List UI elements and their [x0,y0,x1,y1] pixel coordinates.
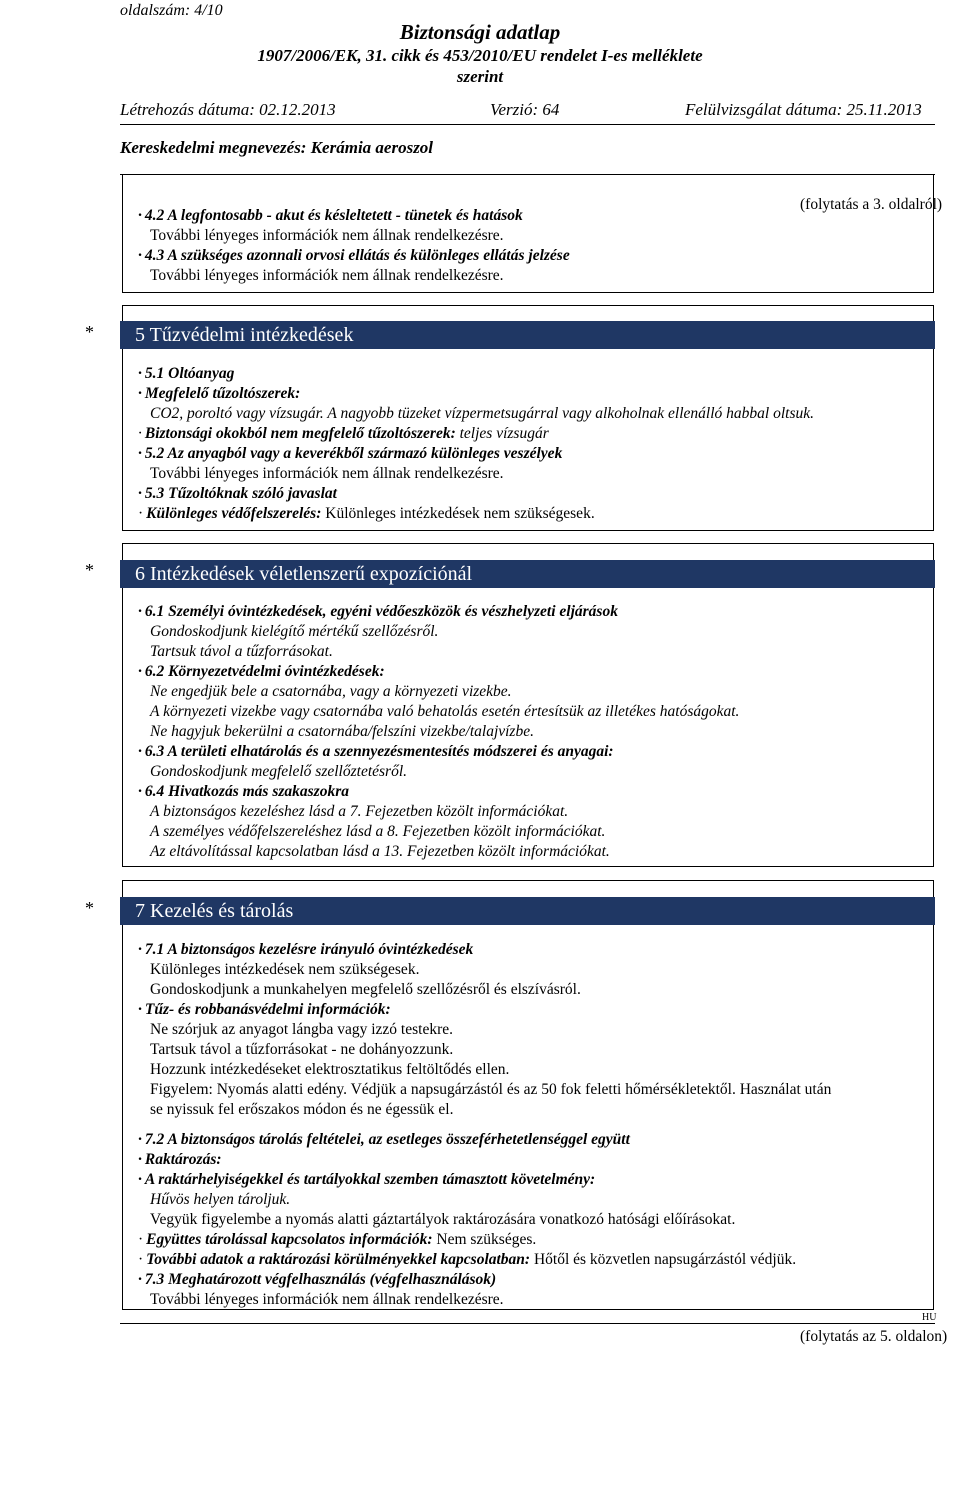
joint-storage-line: · Együttes tárolással kapcsolatos információk: Nem szükséges. [138,1231,537,1248]
text-7-3: További lényeges információk nem állnak rendelkezésre. [150,1291,504,1308]
text-4-2: További lényeges információk nem állnak rendelkezésre. [150,227,504,244]
unsuitable-line: · Biztonsági okokból nem megfelelő tűzoltószerek: teljes vízsugár [138,425,549,442]
text-6-4a: A biztonságos kezeléshez lásd a 7. Fejezetben közölt információkat. [150,803,569,820]
heading-storage: · Raktározás: [138,1151,222,1168]
heading-6-3: · 6.3 A területi elhatárolás és a szennyezésmentesítés módszerei és anyagai: [138,743,614,760]
continued-from: (folytatás a 3. oldalról) [800,196,943,213]
text-6-2b: A környezeti vizekbe vagy csatornába való behatolás esetén értesítsük az illetékes hatóságokat. [150,703,740,720]
text-6-1b: Tartsuk távol a tűzforrásokat. [150,643,333,660]
header-divider [120,124,935,125]
section6-change-marker: * [85,560,94,580]
section7-title: 7 Kezelés és tárolás [135,900,294,922]
further-storage-line: · További adatok a raktározási körülményekkel kapcsolatban: Hőtől és közvetlen napsugárzástól védjük. [138,1251,797,1268]
heading-4-2: · 4.2 A legfontosabb - akut és késleltetett - tünetek és hatások [138,207,523,224]
text-6-1a: Gondoskodjunk kielégítő mértékű szellőzésről. [150,623,439,640]
equipment-line: · Különleges védőfelszerelés: Különleges intézkedések nem szükségesek. [138,505,595,522]
section6-titlebar [120,560,935,588]
heading-6-2: · 6.2 Környezetvédelmi óvintézkedések: [138,663,385,680]
document-title: Biztonsági adatlap [399,20,561,44]
text-fire-b: Tartsuk távol a tűzforrásokat - ne dohányozzunk. [150,1041,454,1058]
section5-change-marker: * [85,322,94,342]
text-7-1b: Gondoskodjunk a munkahelyen megfelelő szellőzésről és elszívásról. [150,981,581,998]
text-req-a: Hűvös helyen tároljuk. [150,1191,291,1208]
page-number: oldalszám: 4/10 [120,2,223,19]
heading-5-3: · 5.3 Tűzoltóknak szóló javaslat [138,485,337,502]
heading-6-1: · 6.1 Személyi óvintézkedések, egyéni védőeszközök és vészhelyzeti eljárások [138,603,618,620]
section7-titlebar [120,897,935,925]
footer-divider [120,1323,935,1324]
heading-5-1: · 5.1 Oltóanyag [138,365,235,382]
text-6-2c: Ne hagyjuk bekerülni a csatornába/felszíni vizekbe/talajvízbe. [150,723,534,740]
version: Verzió: 64 [490,100,560,119]
trade-name: Kereskedelmi megnevezés: Kerámia aeroszol [120,138,434,157]
text-6-2a: Ne engedjük bele a csatornába, vagy a környezeti vizekbe. [150,683,512,700]
text-5-2: További lényeges információk nem állnak rendelkezésre. [150,465,504,482]
heading-7-3: · 7.3 Meghatározott végfelhasználás (végfelhasználások) [138,1271,497,1288]
text-7-1a: Különleges intézkedések nem szükségesek. [150,961,420,978]
section5-title: 5 Tűzvédelmi intézkedések [135,324,354,346]
text-suitable: CO2, poroltó vagy vízsugár. A nagyobb tüzeket vízpermetsugárral vagy alkoholnak ellenálló habbal oltsuk. [150,405,814,422]
created-date: Létrehozás dátuma: 02.12.2013 [120,100,336,119]
revised-date: Felülvizsgálat dátuma: 25.11.2013 [685,100,922,119]
section6-title: 6 Intézkedések véletlenszerű expozíciónál [135,563,473,585]
heading-suitable: · Megfelelő tűzoltószerek: [138,385,301,402]
heading-4-3: · 4.3 A szükséges azonnali orvosi ellátás és különleges ellátás jelzése [138,247,570,264]
text-6-3: Gondoskodjunk megfelelő szellőztetésről. [150,763,407,780]
heading-7-2: · 7.2 A biztonságos tárolás feltételei, az esetleges összeférhetetlenséggel együtt [138,1131,630,1148]
regulation-line: 1907/2006/EK, 31. cikk és 453/2010/EU rendelet I-es melléklete [257,46,703,65]
heading-5-2: · 5.2 Az anyagból vagy a keverékből származó különleges veszélyek [138,445,563,462]
text-fire-a: Ne szórjuk az anyagot lángba vagy izzó testekre. [150,1021,453,1038]
heading-6-4: · 6.4 Hivatkozás más szakaszokra [138,783,349,800]
continued-to: (folytatás az 5. oldalon) [800,1328,948,1345]
text-fire-d: Figyelem: Nyomás alatti edény. Védjük a napsugárzástól és az 50 fok feletti hőmérsékletektől. Használat után [150,1081,832,1098]
heading-requirements: · A raktárhelyiségekkel és tartályokkal szemben támasztott követelmény: [138,1171,596,1188]
country-code: HU [922,1312,937,1323]
text-6-4b: A személyes védőfelszereléshez lásd a 8. Fejezetben közölt információkat. [150,823,606,840]
text-fire-e: se nyissuk fel erőszakos módon és ne égessük el. [150,1101,454,1118]
text-fire-c: Hozzunk intézkedéseket elektrosztatikus feltöltődés ellen. [150,1061,510,1078]
text-4-3: További lényeges információk nem állnak rendelkezésre. [150,267,504,284]
section5-titlebar [120,321,935,349]
section7-change-marker: * [85,898,94,918]
text-req-b: Vegyük figyelembe a nyomás alatti gáztartályok raktározására vonatkozó hatósági előírásokat. [150,1211,736,1228]
heading-7-1: · 7.1 A biztonságos kezelésre irányuló óvintézkedések [138,941,474,958]
regulation-suffix: szerint [456,67,504,86]
heading-fire: · Tűz- és robbanásvédelmi információk: [138,1001,391,1018]
text-6-4c: Az eltávolítással kapcsolatban lásd a 13. Fejezetben közölt információkat. [150,843,610,860]
